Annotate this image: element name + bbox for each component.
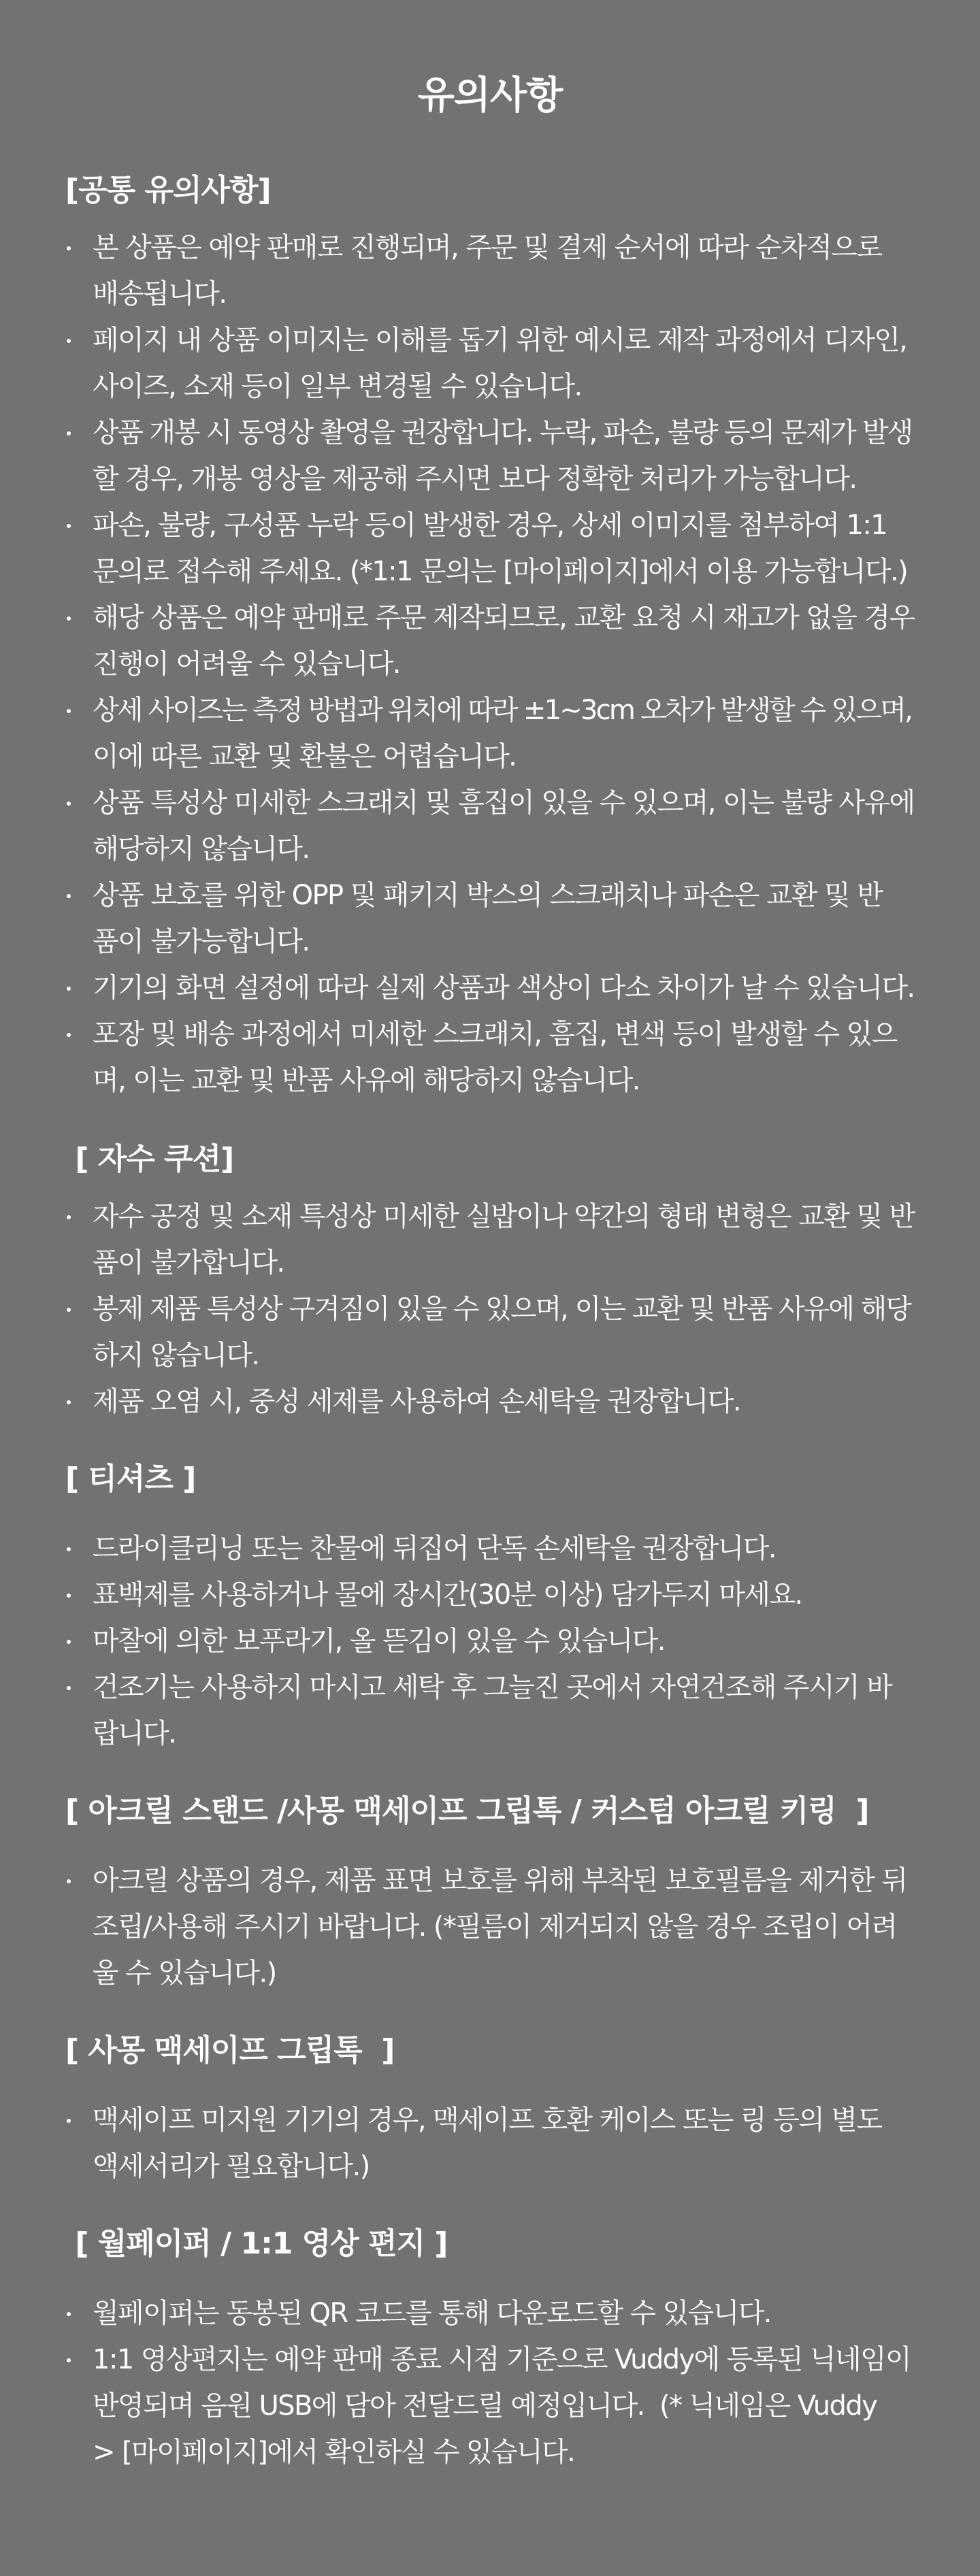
section-heading: [ 티셔츠 ] (65, 1462, 196, 1496)
list-item: 마찰에 의한 보푸라기, 올 뜯김이 있을 수 있습니다. (65, 1618, 915, 1664)
list-item: 포장 및 배송 과정에서 미세한 스크래치, 흠집, 변색 등이 발생할 수 있으 며, 이는 교환 및 반품 사유에 해당하지 않습니다. (65, 1011, 915, 1104)
list-item: 상품 특성상 미세한 스크래치 및 흠집이 있을 수 있으며, 이는 불량 사유에 해당하지 않습니다. (65, 780, 915, 872)
list-item: 맥세이프 미지원 기기의 경우, 맥세이프 호환 케이스 또는 링 등의 별도 액세서리가 필요합니다.) (65, 2097, 915, 2190)
section-acrylic (65, 1791, 915, 1996)
notice-list (65, 225, 915, 1104)
list-item: 상품 보호를 위한 OPP 및 패키지 박스의 스크래치나 파손은 교환 및 반 품이 불가능합니다. (65, 872, 915, 965)
list-item: 드라이클리닝 또는 찬물에 뒤집어 단독 손세탁을 권장합니다. (65, 1525, 915, 1572)
section-heading: [ 사몽 맥세이프 그립톡 ] (65, 2033, 395, 2068)
list-item: 봉제 제품 특성상 구겨짐이 있을 수 있으며, 이는 교환 및 반품 사유에 해당 하지 않습니다. (65, 1286, 915, 1378)
section-magsafe-griptok (65, 2030, 915, 2190)
list-item: 해당 상품은 예약 판매로 주문 제작되므로, 교환 요청 시 재고가 없을 경우 진행이 어려울 수 있습니다. (65, 595, 915, 687)
list-item: 건조기는 사용하지 마시고 세탁 후 그늘진 곳에서 자연건조해 주시기 바 랍니다. (65, 1664, 915, 1757)
section-tshirt (65, 1459, 915, 1757)
section-common-notice (65, 170, 915, 1104)
list-item: 기기의 화면 설정에 따라 실제 상품과 색상이 다소 차이가 날 수 있습니다. (65, 965, 915, 1011)
section-heading: [ 월페이퍼 / 1:1 영상 편지 ] (65, 2226, 448, 2261)
list-item: 제품 오염 시, 중성 세제를 사용하여 손세탁을 권장합니다. (65, 1378, 915, 1425)
notice-list (65, 1193, 915, 1425)
list-item: 본 상품은 예약 판매로 진행되며, 주문 및 결제 순서에 따라 순차적으로 배송됩니다. (65, 225, 915, 317)
list-item: 1:1 영상편지는 예약 판매 종료 시점 기준으로 Vuddy에 등록된 닉네임이 반영되며 음원 USB에 담아 전달드릴 예정입니다. (* 닉네임은 Vuddy > [마이페이지]에서 확인하실 수 있습니다. (65, 2336, 915, 2475)
list-item: 자수 공정 및 소재 특성상 미세한 실밥이나 약간의 형태 변형은 교환 및 반 품이 불가합니다. (65, 1193, 915, 1286)
notice-list (65, 2290, 915, 2475)
list-item: 상세 사이즈는 측정 방법과 위치에 따라 ±1~3cm 오차가 발생할 수 있으며, 이에 따른 교환 및 환불은 어렵습니다. (65, 687, 915, 780)
list-item: 페이지 내 상품 이미지는 이해를 돕기 위한 예시로 제작 과정에서 디자인, 사이즈, 소재 등이 일부 변경될 수 있습니다. (65, 317, 915, 410)
section-heading: [공통 유의사항] (65, 173, 271, 208)
list-item: 월페이퍼는 동봉된 QR 코드를 통해 다운로드할 수 있습니다. (65, 2290, 915, 2336)
notice-list (65, 1525, 915, 1757)
list-item: 상품 개봉 시 동영상 촬영을 권장합니다. 누락, 파손, 불량 등의 문제가 발생 할 경우, 개봉 영상을 제공해 주시면 보다 정확한 처리가 가능합니다. (65, 410, 915, 502)
notice-list (65, 2097, 915, 2190)
list-item: 표백제를 사용하거나 물에 장시간(30분 이상) 담가두지 마세요. (65, 1572, 915, 1618)
list-item: 파손, 불량, 구성품 누락 등이 발생한 경우, 상세 이미지를 첨부하여 1:1 문의로 접수해 주세요. (*1:1 문의는 [마이페이지]에서 이용 가능합니다.) (65, 502, 915, 595)
notice-list (65, 1857, 915, 1996)
section-wallpaper-video-letter (65, 2224, 915, 2475)
section-heading: [ 자수 쿠션] (65, 1142, 234, 1176)
section-embroidery-cushion (65, 1139, 915, 1425)
section-heading: [ 아크릴 스탠드 /사몽 맥세이프 그립톡 / 커스텀 아크릴 키링 ] (65, 1794, 869, 1828)
page-title: 유의사항 (417, 73, 563, 118)
list-item: 아크릴 상품의 경우, 제품 표면 보호를 위해 부착된 보호필름을 제거한 뒤 조립/사용해 주시기 바랍니다. (*필름이 제거되지 않을 경우 조립이 어려 울 수 있습니다.) (65, 1857, 915, 1996)
